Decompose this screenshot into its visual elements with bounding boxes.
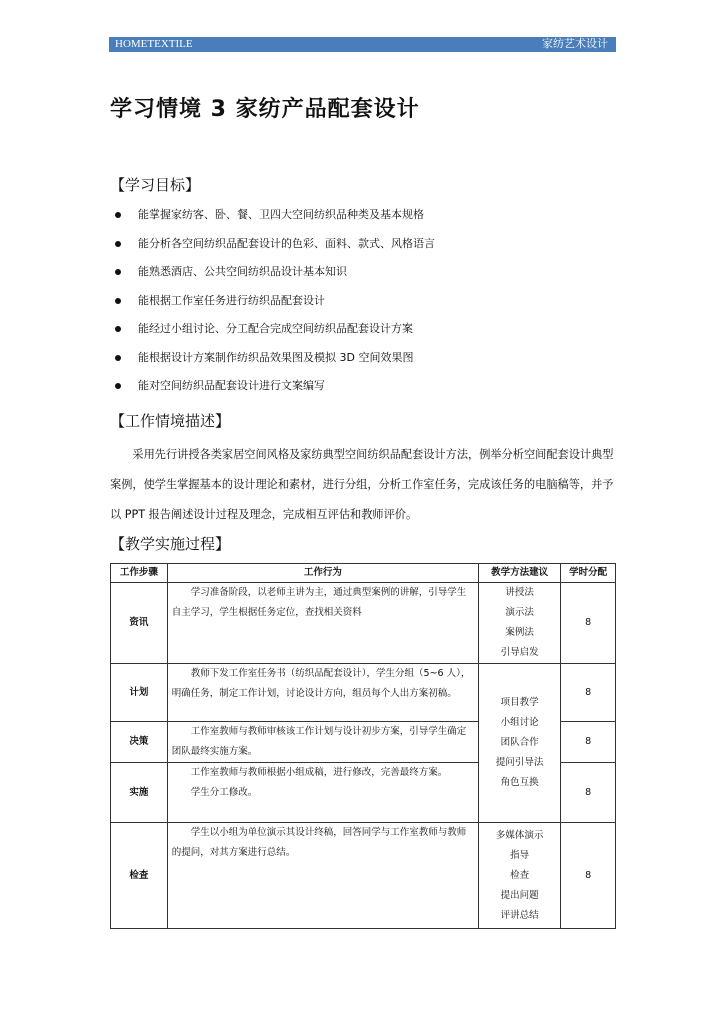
page-title: 学习情境 3 家纺产品配套设计 (110, 97, 420, 122)
list-item: 能根据设计方案制作纺织品效果图及模拟 3D 空间效果图 (110, 350, 435, 379)
step-cell: 实施 (111, 763, 168, 823)
hours-cell: 8 (561, 722, 616, 763)
list-item: 能经过小组讨论、分工配合完成空间纺织品配套设计方案 (110, 321, 435, 350)
list-item: 能根据工作室任务进行纺织品配套设计 (110, 293, 435, 322)
action-cell: 学习准备阶段，以老师主讲为主，通过典型案例的讲解，引导学生自主学习，学生根据任务定位，查找相关资料 (167, 583, 478, 664)
goals-list (110, 207, 435, 407)
hours-cell: 8 (561, 583, 616, 664)
methods-cell: 多媒体演示 指导 检查 提出问题 评讲总结 (479, 823, 561, 929)
step-cell: 资讯 (111, 583, 168, 664)
table-row (111, 583, 616, 664)
action-cell: 学生以小组为单位演示其设计终稿，回答同学与工作室教师与教师的提问，对其方案进行总结。 (167, 823, 478, 929)
action-cell: 工作室教师与教师根据小组成稿，进行修改，完善最终方案。 学生分工修改。 (167, 763, 478, 823)
list-item: 能熟悉酒店、公共空间纺织品设计基本知识 (110, 264, 435, 293)
column-header: 工作行为 (167, 564, 478, 583)
teaching-process-table (110, 563, 616, 929)
methods-cell: 讲授法 演示法 案例法 引导启发 (479, 583, 561, 664)
section-heading-goals: 【学习目标】 (110, 176, 201, 194)
step-cell: 决策 (111, 722, 168, 763)
column-header: 学时分配 (561, 564, 616, 583)
header-right-text: 家纺艺术设计 (542, 38, 608, 50)
list-item: 能对空间纺织品配套设计进行文案编写 (110, 378, 435, 407)
bullet-icon (115, 212, 121, 218)
methods-cell-shared: 项目教学 小组讨论 团队合作 提问引导法 角色互换 (479, 664, 561, 823)
table-header-row (111, 564, 616, 583)
table-row (111, 823, 616, 929)
bullet-icon (115, 241, 121, 247)
bullet-icon (115, 326, 121, 332)
hours-cell: 8 (561, 823, 616, 929)
table-row (111, 664, 616, 722)
step-cell: 检查 (111, 823, 168, 929)
step-cell: 计划 (111, 664, 168, 722)
hours-cell: 8 (561, 664, 616, 722)
bullet-icon (115, 355, 121, 361)
list-item: 能分析各空间纺织品配套设计的色彩、面料、款式、风格语言 (110, 236, 435, 265)
hours-cell: 8 (561, 763, 616, 823)
section-heading-process: 【教学实施过程】 (110, 535, 231, 553)
situation-paragraph: 采用先行讲授各类家居空间风格及家纺典型空间纺织品配套设计方法，例举分析空间配套设计典型案例，使学生掌握基本的设计理论和素材，进行分组，分析工作室任务，完成该任务的电脑稿等，并予以 PPT 报告阐述设计过程及理念，完成相互评估和教师评价。 (110, 448, 614, 521)
column-header: 教学方法建议 (479, 564, 561, 583)
bullet-icon (115, 383, 121, 389)
column-header: 工作步骤 (111, 564, 168, 583)
bullet-icon (115, 298, 121, 304)
page-header-bar (109, 37, 616, 52)
action-cell: 工作室教师与教师审核该工作计划与设计初步方案，引导学生确定团队最终实施方案。 (167, 722, 478, 763)
header-left-text: HOMETEXTILE (115, 38, 193, 50)
list-item: 能掌握家纺客、卧、餐、卫四大空间纺织品种类及基本规格 (110, 207, 435, 236)
section-heading-situation: 【工作情境描述】 (110, 412, 231, 430)
bullet-icon (115, 269, 121, 275)
action-cell: 教师下发工作室任务书（纺织品配套设计），学生分组（5~6 人），明确任务，制定工作计划，讨论设计方向，组员每个人出方案初稿。 (167, 664, 478, 722)
